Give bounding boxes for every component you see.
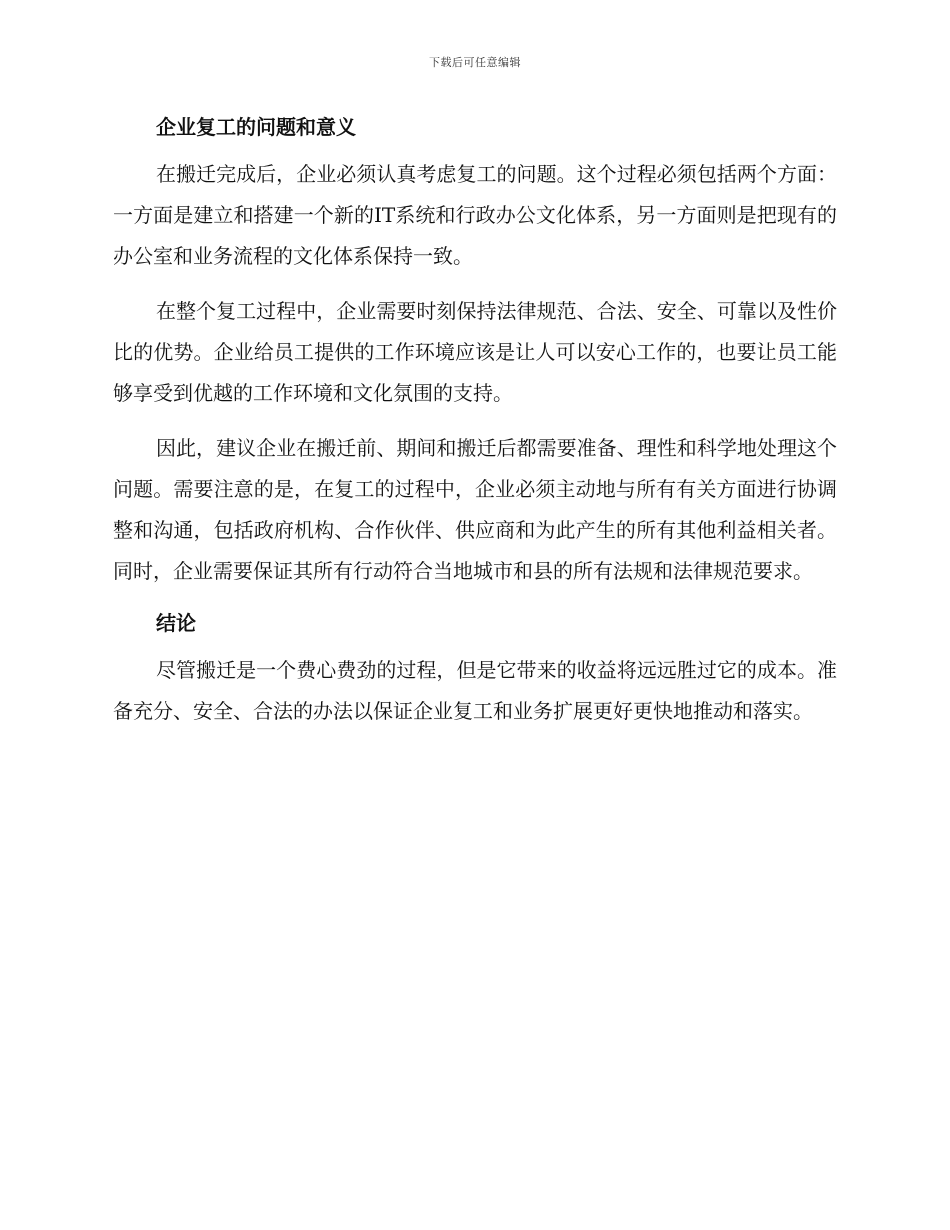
document-body: [113, 110, 837, 746]
section-resumption: [113, 110, 837, 592]
paragraph: 尽管搬迁是一个费心费劲的过程，但是它带来的收益将远远胜过它的成本。准备充分、安全、合法的办法以保证企业复工和业务扩展更好更快地推动和落实。: [113, 658, 837, 723]
paragraph: 在整个复工过程中，企业需要时刻保持法律规范、合法、安全、可靠以及性价比的优势。企业给员工提供的工作环境应该是让人可以安心工作的，也要让员工能够享受到优越的工作环境和文化氛围的支持。: [113, 299, 837, 405]
paragraph: 因此，建议企业在搬迁前、期间和搬迁后都需要准备、理性和科学地处理这个问题。需要注意的是，在复工的过程中，企业必须主动地与所有有关方面进行协调整和沟通，包括政府机构、合作伙伴、供应商和为此产生的所有其他利益相关者。同时，企业需要保证其所有行动符合当地城市和县的所有法规和法律规范要求。: [113, 436, 837, 583]
section-heading: 企业复工的问题和意义: [156, 115, 356, 139]
page-header: 下载后可任意编辑: [429, 56, 521, 69]
paragraph: 在搬迁完成后，企业必须认真考虑复工的问题。这个过程必须包括两个方面：一方面是建立和搭建一个新的IT系统和行政办公文化体系，另一方面则是把现有的办公室和业务流程的文化体系保持一致。: [113, 162, 837, 268]
section-conclusion: [113, 606, 837, 732]
section-heading: 结论: [156, 611, 196, 635]
